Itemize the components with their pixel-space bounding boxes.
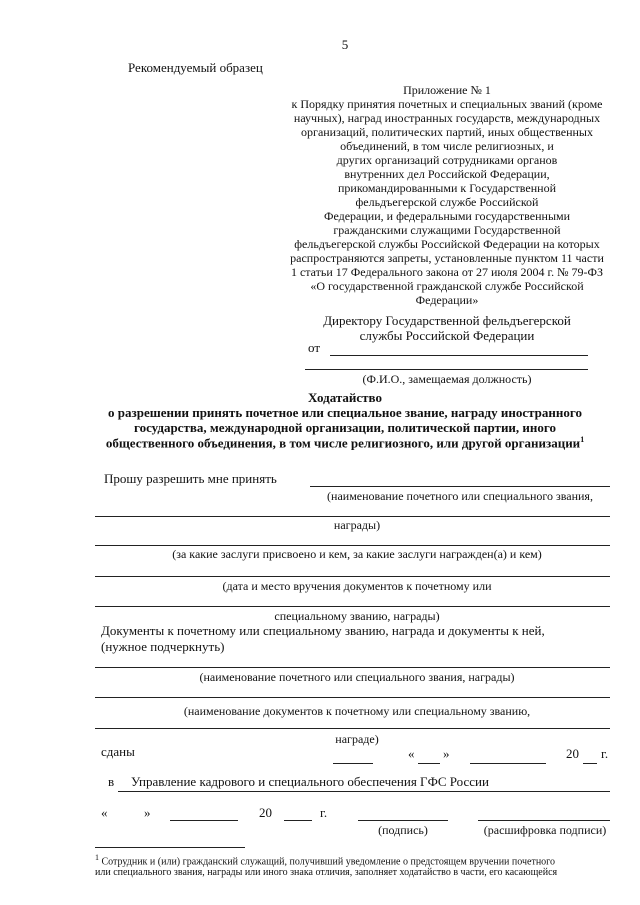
footnote-line: или специального звания, награды или иного знака отличия, заполняет ходатайство в части, его касающейся [95, 867, 558, 878]
handed-extra-line[interactable] [333, 763, 373, 764]
documents-line[interactable] [95, 697, 610, 698]
footnote-line [95, 854, 555, 867]
document-subtitle-line: о разрешении принять почетное или специальное звание, награду иностранного [108, 405, 582, 420]
appendix-line: к Порядку принятия почетных и специальных званий (кроме [291, 97, 603, 111]
appendix-line: Приложение № 1 [403, 83, 491, 97]
award-name-line-3[interactable] [95, 667, 610, 668]
appendix-line: научных), наград иностранных государств, международных [293, 111, 601, 125]
signature-caption: (подпись) [378, 823, 428, 837]
quote-open: « [408, 746, 415, 761]
underline-note: (нужное подчеркнуть) [101, 639, 225, 654]
appendix-line: 1 статьи 17 Федерального закона от 27 июля 2004 г. № 79-ФЗ [290, 265, 604, 279]
appendix-line: распространяются запреты, установленные пунктом 11 части [290, 251, 604, 265]
quote-open: « [101, 805, 108, 820]
year-suffix: г. [601, 746, 609, 761]
from-label: от [308, 340, 321, 355]
field-caption: награды) [333, 518, 381, 532]
appendix-line: Федерации, и федеральными государственными [323, 209, 571, 223]
field-caption: (наименование документов к почетному или специальному званию, [183, 704, 531, 718]
appendix-line: внутренних дел Российской Федерации, [344, 167, 550, 181]
department-name: Управление кадрового и специального обеспечения ГФС России [131, 774, 489, 789]
year-prefix: 20 [566, 746, 579, 761]
signature-decode-caption: (расшифровка подписи) [483, 823, 607, 837]
merits-line[interactable] [95, 545, 610, 546]
appendix-line: фельдъегерской службы Российской Федерации на которых [294, 237, 600, 251]
document-subtitle-line [106, 436, 584, 449]
award-name-line[interactable] [310, 486, 610, 487]
year-field[interactable] [583, 763, 597, 764]
year-prefix: 20 [259, 805, 272, 820]
page-number: 5 [341, 37, 349, 52]
day-field[interactable] [418, 763, 440, 764]
fio-field-line[interactable] [305, 369, 588, 370]
sig-year-field[interactable] [284, 820, 312, 821]
handover-line-2[interactable] [95, 606, 610, 607]
document-subtitle-text: общественного объединения, в том числе религиозного, или другой организации [105, 435, 581, 451]
appendix-line: прикомандированными к Государственной [338, 181, 556, 195]
appendix-line: фельдъегерской службе Российской [355, 195, 539, 209]
footnote-mark: 1 [95, 853, 99, 862]
appendix-line: Федерации» [415, 293, 479, 307]
month-field[interactable] [470, 763, 546, 764]
fio-caption: (Ф.И.О., замещаемая должность) [362, 372, 532, 386]
quote-close: » [443, 746, 450, 761]
documents-text: Документы к почетному или специальному званию, награда и документы к ней, [101, 623, 545, 638]
footnote-text: Сотрудник и (или) гражданский служащий, получивший уведомление о предстоящем вручении почетного [101, 856, 556, 868]
addressee-line: службы Российской Федерации [359, 328, 535, 343]
field-caption: (за какие заслуги присвоено и кем, за какие заслуги награжден(а) и кем) [172, 547, 542, 561]
sample-label: Рекомендуемый образец [128, 60, 263, 75]
year-suffix: г. [320, 805, 328, 820]
field-caption: (наименование почетного или специального звания, [327, 489, 593, 503]
addressee-line: Директору Государственной фельдъегерской [323, 313, 571, 328]
field-caption: (дата и место вручения документов к почетному или [222, 579, 492, 593]
appendix-line: «О государственной гражданской службе Российской [310, 279, 584, 293]
handed-label: сданы [101, 744, 135, 759]
department-line[interactable] [118, 791, 610, 792]
appendix-line: объединений, в том числе религиозных, и [340, 139, 554, 153]
footnote-mark: 1 [580, 435, 585, 444]
signature-decode-field[interactable] [478, 820, 610, 821]
field-caption: специальному званию, награды) [274, 609, 440, 623]
document-subtitle-line: государства, международной организации, политической партии, иного [134, 420, 556, 435]
from-field-line[interactable] [330, 355, 588, 356]
request-text: Прошу разрешить мне принять [104, 471, 277, 486]
appendix-line: организаций, политических партий, иных общественных [301, 125, 593, 139]
documents-line-2[interactable] [95, 728, 610, 729]
document-title: Ходатайство [308, 390, 382, 405]
sig-month-field[interactable] [170, 820, 238, 821]
appendix-line: гражданскими служащими Государственной [333, 223, 561, 237]
quote-close: » [144, 805, 151, 820]
footnote-separator [95, 847, 245, 848]
field-caption: (наименование почетного или специального звания, награды) [199, 670, 515, 684]
appendix-line: других организаций сотрудниками органов [336, 153, 558, 167]
field-caption: награде) [335, 732, 379, 746]
handover-line[interactable] [95, 576, 610, 577]
award-name-line-2[interactable] [95, 516, 610, 517]
in-label: в [108, 774, 115, 789]
signature-field[interactable] [358, 820, 448, 821]
